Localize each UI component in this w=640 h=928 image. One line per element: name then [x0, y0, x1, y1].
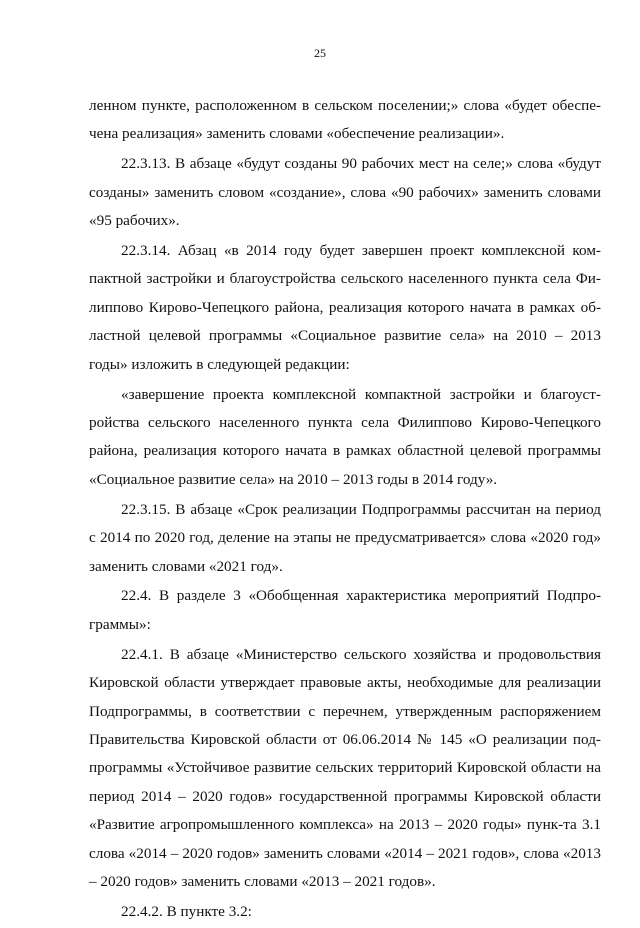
paragraph: 22.4.2. В пункте 3.2: [121, 902, 252, 920]
paragraph: 22.4. В разделе 3 «Обобщенная характеристика мероприятий Подпро-граммы»: [89, 587, 601, 633]
paragraph: 22.3.14. Абзац «в 2014 году будет завершен проект комплексной ком-пактной застройки и благоустройства сельского населенного пункта села Фи-липпово Кирово-Чепецкого района, реализация которого начата в рамках об-ластной целевой программы «Социальное развитие села» на 2010 – 2013 годы» изложить в следующей редакции: [89, 242, 601, 373]
page-number: 25 [314, 46, 326, 60]
paragraph: ленном пункте, расположенном в сельском поселении;» слова «будет обеспе-чена реализация» заменить словами «обеспечение реализации». [89, 97, 601, 143]
quoted-paragraph: «завершение проекта комплексной компактной застройки и благоуст-ройства сельского населенного пункта села Филиппово Кирово-Чепецкого района, реализация которого начата в рамках областной целевой программы «Социальное развитие села» на 2010 – 2013 годы в 2014 году». [89, 385, 601, 488]
paragraph: 22.3.13. В абзаце «будут созданы 90 рабочих мест на селе;» слова «будут созданы» заменить словом «создание», слова «90 рабочих» заменить словами «95 рабочих». [89, 155, 601, 230]
paragraph: 22.3.15. В абзаце «Срок реализации Подпрограммы рассчитан на период с 2014 по 2020 год, деление на этапы не предусматривается» слова «2020 год» заменить словами «2021 год». [89, 500, 601, 575]
paragraph: 22.4.1. В абзаце «Министерство сельского хозяйства и продовольствия Кировской области утверждает правовые акты, необходимые для реализации Подпрограммы, в соответствии с перечнем, утвержденным распоряжением Правительства Кировской области от 06.06.2014 № 145 «О реализации под-программы «Устойчивое развитие сельских территорий Кировской области на период 2014 – 2020 годов» государственной программы Кировской области «Развитие агропромышленного комплекса» на 2013 – 2020 годы» пунк-та 3.1 слова «2014 – 2020 годов» заменить словами «2014 – 2021 годов», слова «2013 – 2020 годов» заменить словами «2013 – 2021 годов». [89, 645, 601, 890]
document-body [89, 92, 601, 928]
